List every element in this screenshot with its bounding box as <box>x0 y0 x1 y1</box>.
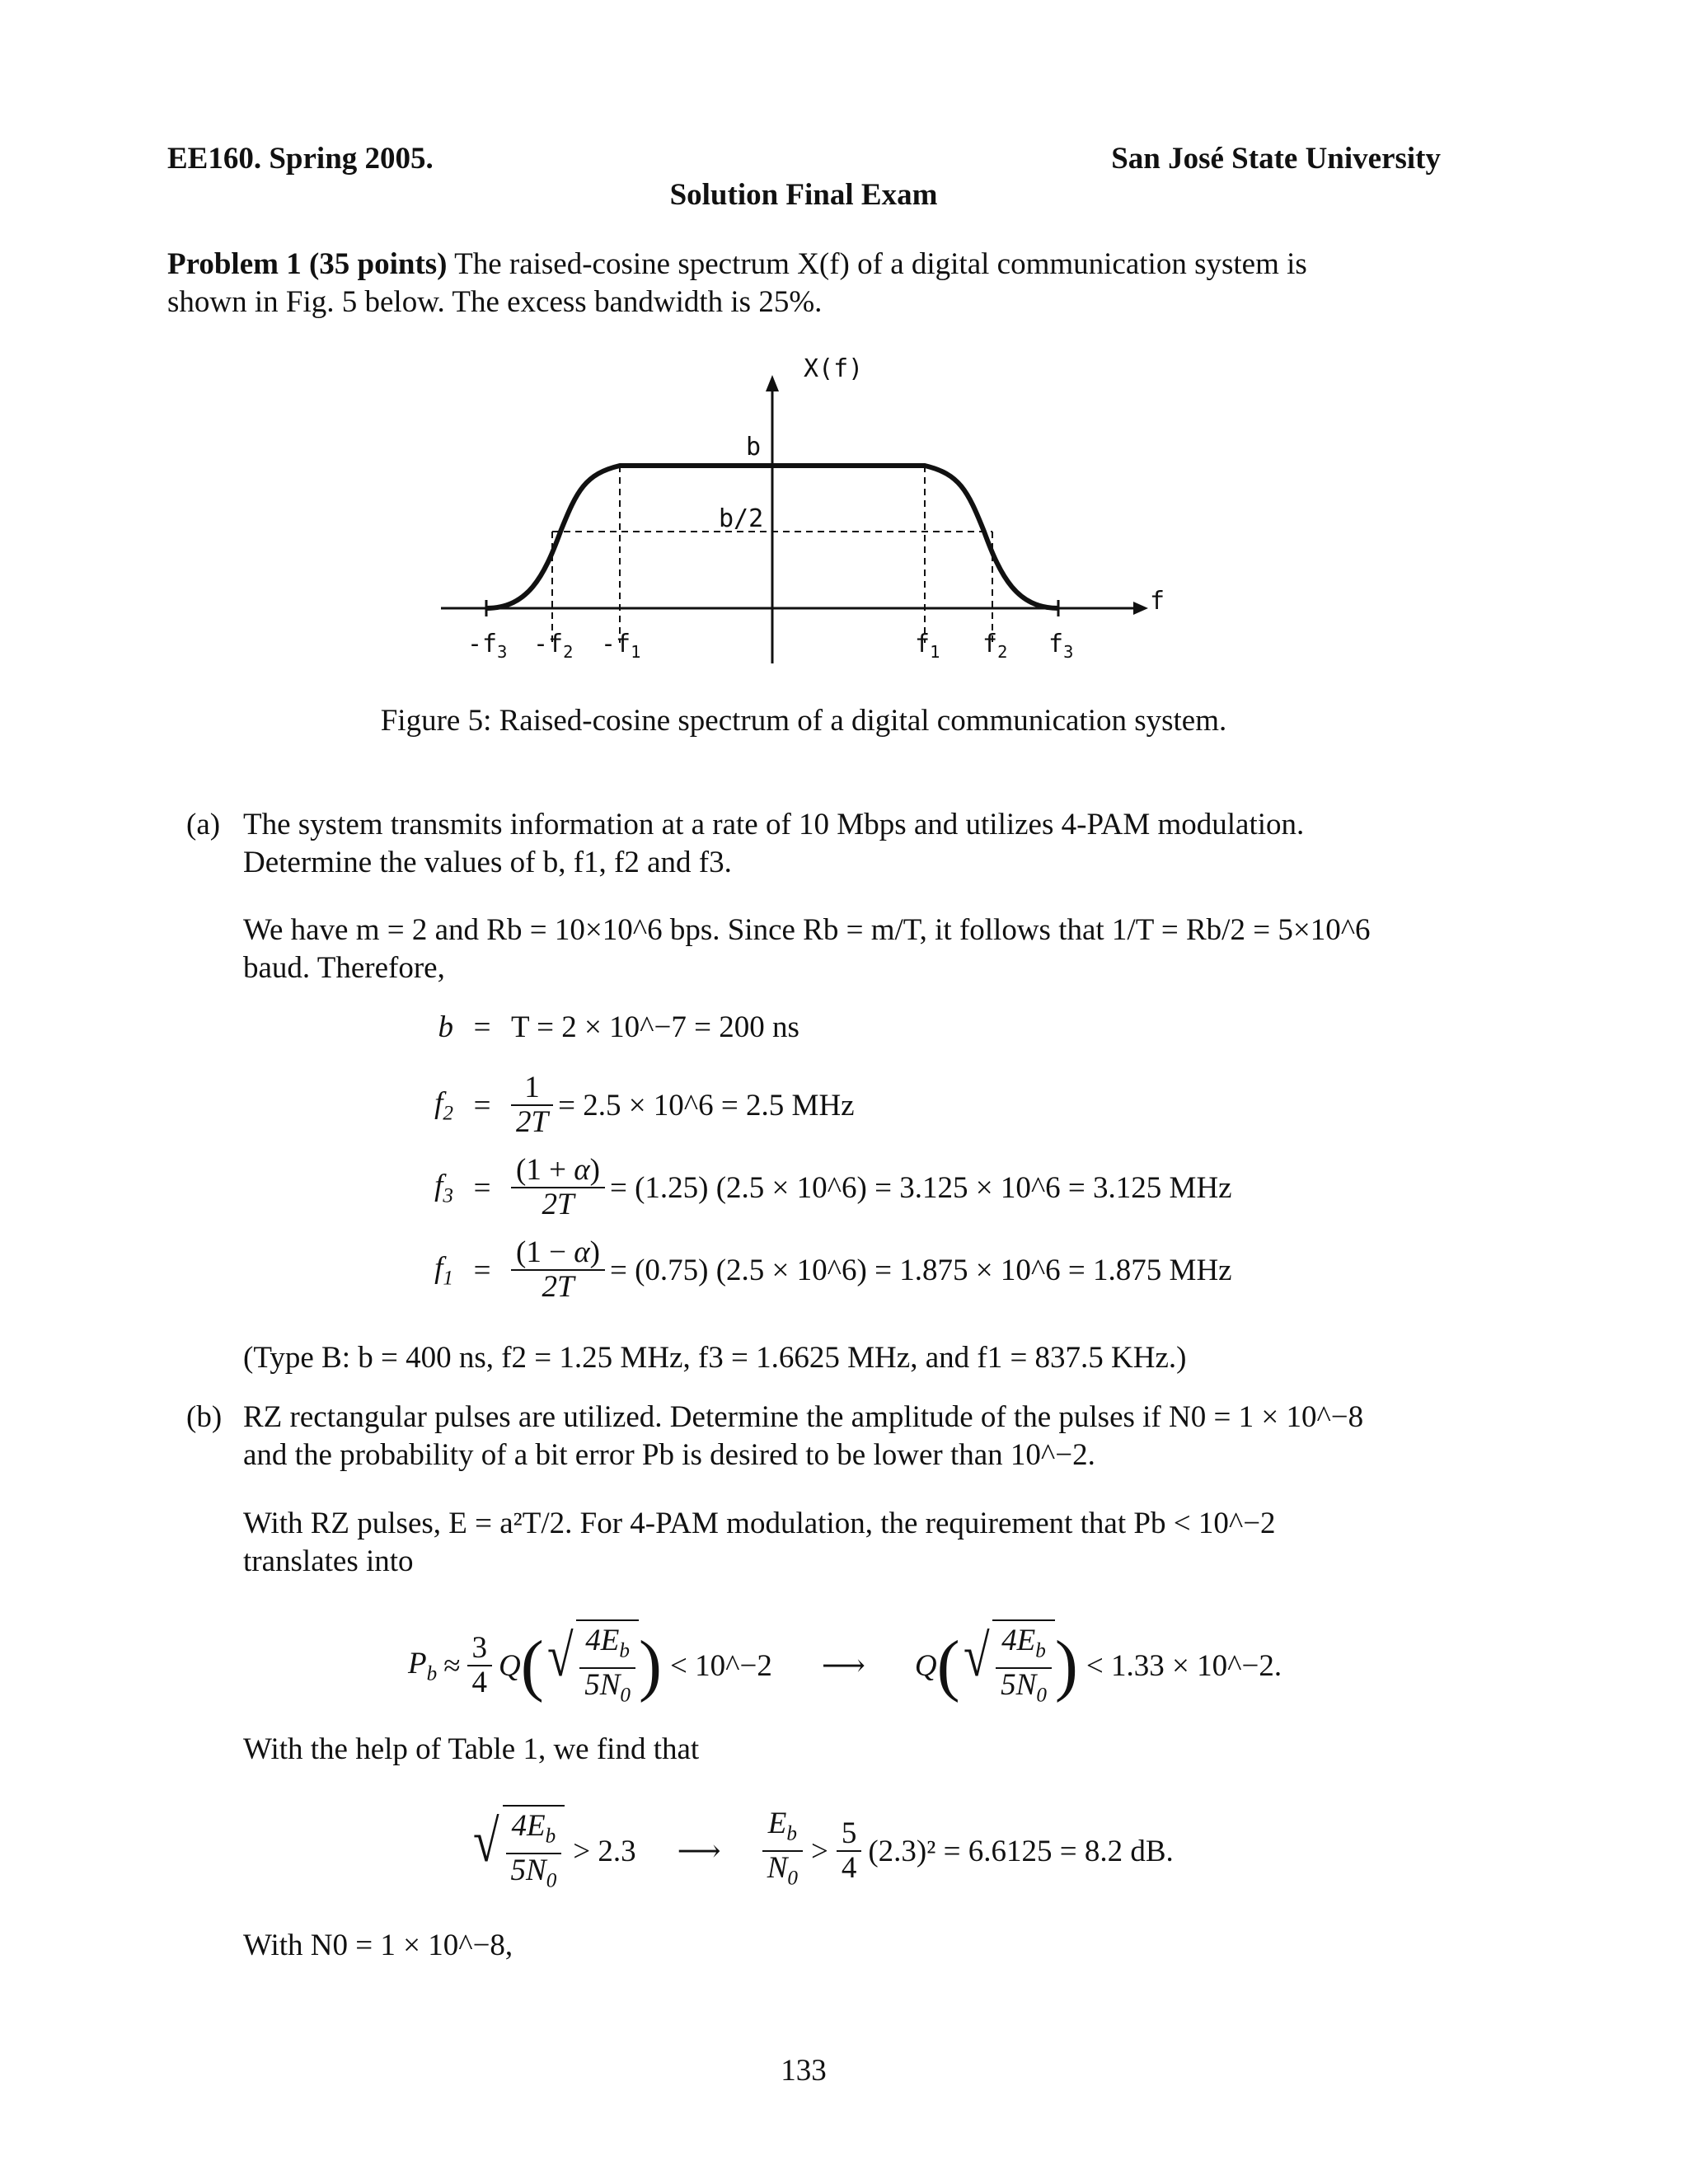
problem-intro-text: The raised-cosine spectrum X(f) of a digital communication system is <box>454 247 1307 281</box>
tick-label-neg-f3: $-f_3$ <box>467 630 508 662</box>
part-b-marker: (b) <box>186 1400 223 1434</box>
tick-label-neg-f1: $-f_1$ <box>601 630 641 662</box>
part-a-text-line1: We have m = 2 and Rb = 10×10^6 bps. Since Rb = m/T, it follows that 1/T = Rb/2 = 5×10^6 <box>243 913 1371 947</box>
part-a-question-line2: Determine the values of b, f1, f2 and f3. <box>243 846 732 879</box>
problem-heading: Problem 1 (35 points) <box>167 247 448 281</box>
equation-f1: $f_1$ = $\frac{(1 - \alpha)}{2T}$ = (0.75) (2.5 × 10^6) = 1.875 × 10^6 = 1.875 MHz <box>434 1235 1232 1304</box>
university-header: San José State University <box>1111 142 1441 176</box>
equation-b: b = T = 2 × 10^−7 = 200 ns <box>438 1010 799 1044</box>
pb-inequality-rhs: < 10^−2 <box>669 1648 772 1683</box>
table-text: With the help of Table 1, we find that <box>243 1732 700 1766</box>
part-a-question-line1: The system transmits information at a rate of 10 Mbps and utilizes 4-PAM modulation. <box>243 808 1305 841</box>
equation-f3: $f_3$ = $\frac{(1 + \alpha)}{2T}$ = (1.25) (2.5 × 10^6) = 3.125 × 10^6 = 3.125 MHz <box>434 1153 1232 1221</box>
part-b-question-line1: RZ rectangular pulses are utilized. Determine the amplitude of the pulses if N0 = 1 × 10^−8 <box>243 1400 1364 1434</box>
part-b-question-line2: and the probability of a bit error Pb is desired to be lower than 10^−2. <box>243 1438 1095 1472</box>
snr-result: (2.3)² = 6.6125 = 8.2 dB. <box>868 1834 1174 1868</box>
tick-label-f2: $f_2$ <box>982 630 1008 662</box>
y-axis-label: X(f) <box>804 354 864 383</box>
x-axis-arrow <box>766 375 779 391</box>
type-b-answers: (Type B: b = 400 ns, f2 = 1.25 MHz, f3 = 1.6625 MHz, and f1 = 837.5 KHz.) <box>243 1341 1187 1375</box>
level-b-label: b <box>746 433 762 462</box>
snr-inequality: √ $\frac{4E_b}{5N_0}$ > 2.3 ⟶ $\frac{E_b}{N_0}$ > $\frac{5}{4}$ (2.3)² = 6.6125 = 8.2 dB. <box>470 1805 1174 1898</box>
part-a-marker: (a) <box>186 808 221 841</box>
tick-label-neg-f2: $-f_2$ <box>533 630 574 662</box>
equation-f2: $f_2$ = $\frac{1}{2T}$ = 2.5 × 10^6 = 2.5 MHz <box>434 1071 855 1139</box>
pb-inequality: $P_b$ ≈ $\frac{3}{4}$ Q ( √ $\frac{4E_b}{5N_0}$ ) < 10^−2 ⟶ Q ( √ $\frac{4E_b}{5N_0}$ ) < 1.33 × 10^−2. <box>408 1619 1282 1713</box>
x-axis-label: f <box>1150 587 1165 616</box>
tick-label-f1: $f_1$ <box>915 630 940 662</box>
part-b-text-line1: With RZ pulses, E = a²T/2. For 4-PAM modulation, the requirement that Pb < 10^−2 <box>243 1507 1276 1540</box>
tick-label-f3: $f_3$ <box>1048 630 1074 662</box>
equation-b-rhs: T = 2 × 10^−7 = 200 ns <box>511 1010 799 1044</box>
course-header: EE160. Spring 2005. <box>167 142 434 176</box>
level-b-half-label: b/2 <box>719 504 764 533</box>
figure-caption: Figure 5: Raised-cosine spectrum of a digital communication system. <box>380 704 1227 738</box>
equation-f2-rhs: = 2.5 × 10^6 = 2.5 MHz <box>558 1088 855 1122</box>
snr-inequality-rhs: > 2.3 <box>573 1834 636 1868</box>
page-number: 133 <box>781 2054 827 2088</box>
final-text: With N0 = 1 × 10^−8, <box>243 1929 513 1962</box>
page-title: Solution Final Exam <box>669 178 938 212</box>
f-axis-arrow <box>1133 602 1148 615</box>
equation-f1-rhs: = (0.75) (2.5 × 10^6) = 1.875 × 10^6 = 1.875 MHz <box>609 1253 1232 1287</box>
q-inequality-rhs: < 1.33 × 10^−2. <box>1085 1648 1282 1683</box>
part-b-text-line2: translates into <box>243 1544 414 1578</box>
equation-f3-rhs: = (1.25) (2.5 × 10^6) = 3.125 × 10^6 = 3.125 MHz <box>609 1170 1232 1205</box>
problem-intro-line2: shown in Fig. 5 below. The excess bandwidth is 25%. <box>167 285 823 319</box>
part-a-text-line2: baud. Therefore, <box>243 951 445 985</box>
